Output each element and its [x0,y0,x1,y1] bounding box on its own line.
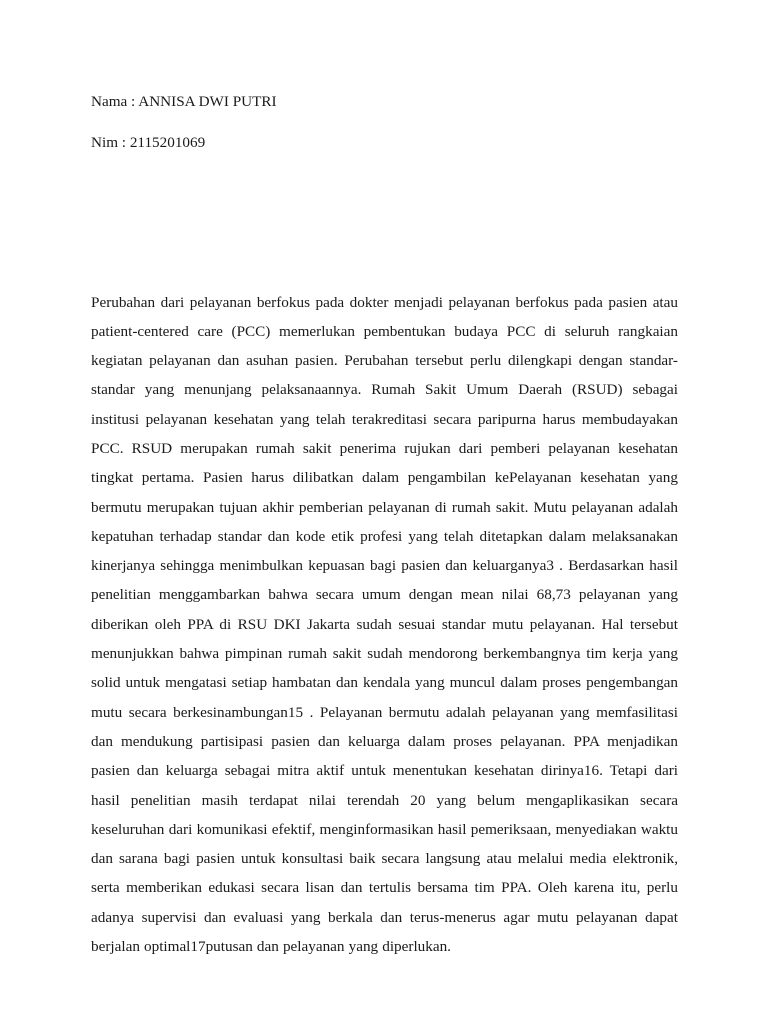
body-paragraph: Perubahan dari pelayanan berfokus pada dokter menjadi pelayanan berfokus pada pasien atau patient-centered care (PCC) memerlukan pembentukan budaya PCC di seluruh rangkaian kegiatan pelayanan dan asuhan pasien. Perubahan tersebut perlu dilengkapi dengan standar-standar yang menunjang pelaksanaannya. Rumah Sakit Umum Daerah (RSUD) sebagai institusi pelayanan kesehatan yang telah terakreditasi secara paripurna harus membudayakan PCC. RSUD merupakan rumah sakit penerima rujukan dari pemberi pelayanan kesehatan tingkat pertama. Pasien harus dilibatkan dalam pengambilan kePelayanan kesehatan yang bermutu merupakan tujuan akhir pemberian pelayanan di rumah sakit. Mutu pelayanan adalah kepatuhan terhadap standar dan kode etik profesi yang telah ditetapkan dalam melaksanakan kinerjanya sehingga menimbulkan kepuasan bagi pasien dan keluarganya3 . Berdasarkan hasil penelitian menggambarkan bahwa secara umum dengan mean nilai 68,73 pelayanan yang diberikan oleh PPA di RSU DKI Jakarta sudah sesuai standar mutu pelayanan. Hal tersebut menunjukkan bahwa pimpinan rumah sakit sudah mendorong berkembangnya tim kerja yang solid untuk mengatasi setiap hambatan dan kendala yang muncul dalam proses pengembangan mutu secara berkesinambungan15 . Pelayanan bermutu adalah pelayanan yang memfasilitasi dan mendukung partisipasi pasien dan keluarga dalam proses pelayanan. PPA menjadikan pasien dan keluarga sebagai mitra aktif untuk menentukan kesehatan dirinya16. Tetapi dari hasil penelitian masih terdapat nilai terendah 20 yang belum mengaplikasikan secara keseluruhan dari komunikasi efektif, menginformasikan hasil pemeriksaan, menyediakan waktu dan sarana bagi pasien untuk konsultasi baik secara langsung atau melalui media elektronik, serta memberikan edukasi secara lisan dan tertulis bersama tim PPA. Oleh karena itu, perlu adanya supervisi dan evaluasi yang berkala dan terus-menerus agar mutu pelayanan dapat berjalan optimal17putusan dan pelayanan yang diperlukan. [91,293,678,956]
student-nim-line: Nim : 2115201069 [91,134,206,151]
student-name-line: Nama : ANNISA DWI PUTRI [91,93,277,110]
